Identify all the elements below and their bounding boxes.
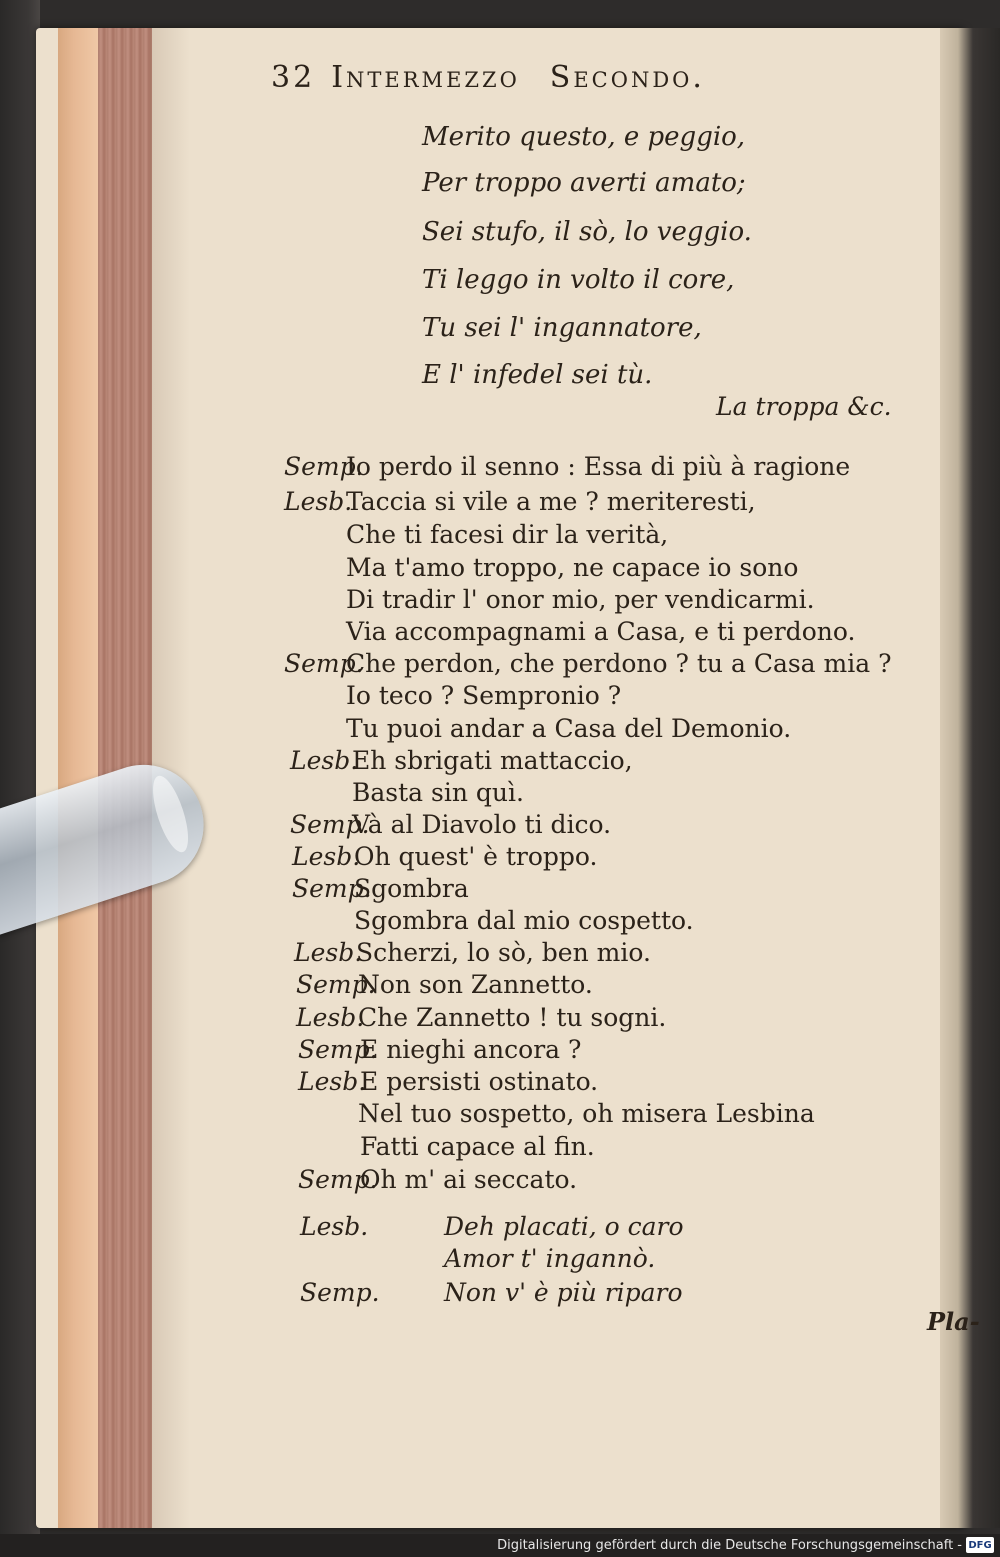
dialogue-line: Via accompagnami a Casa, e ti perdono. [346,617,856,646]
speaker-name: Lesb. [292,842,361,871]
funding-credit: Digitalisierung gefördert durch die Deutsche Forschungsgemeinschaft - [497,1538,962,1553]
dialogue-line [298,1165,577,1194]
dialogue-line: Che ti facesi dir la verità, [346,520,669,549]
dialogue-line [294,938,651,967]
verse-line: Ti leggo in volto il core, [422,265,735,295]
dfg-logo-icon: DFG [966,1537,994,1553]
dialogue-line: Sgombra dal mio cospetto. [354,906,694,935]
speaker-name: Semp. [298,1035,378,1064]
verse-line: Sei stufo, il sò, lo veggio. [422,217,752,247]
dialogue-text: Che perdon, che perdono ? tu a Casa mia ? [346,649,892,678]
verse-line: Per troppo averti amato; [422,168,746,198]
dialogue-line [292,842,598,871]
dialogue-line: Io teco ? Sempronio ? [346,681,622,710]
dialogue-text: Và al Diavolo ti dico. [352,810,612,839]
verse-line: Tu sei l' ingannatore, [422,313,702,343]
dialogue-line: Tu puoi andar a Casa del Demonio. [346,714,792,743]
dialogue-line: Basta sin quì. [352,778,524,807]
dialogue-text: Oh quest' è troppo. [354,842,598,871]
speaker-name: Semp. [284,649,364,678]
dialogue-line [296,970,593,999]
speaker-name: Lesb. [298,1067,367,1096]
speaker-name: Semp. [296,970,376,999]
duet-line: Deh placati, o caro [444,1212,684,1241]
verse-line: E l' infedel sei tù. [422,360,653,390]
speaker-name: Semp. [290,810,370,839]
dialogue-text: Sgombra [354,874,469,903]
digitization-footer [0,1534,1000,1557]
verse-line: Merito questo, e peggio, [422,122,746,152]
dialogue-text: Che Zannetto ! tu sogni. [358,1003,667,1032]
duet-line: Non v' è più riparo [444,1278,683,1307]
dialogue-text: Taccia si vile a me ? meriteresti, [346,487,756,516]
book-cover-left [0,0,40,1557]
dialogue-text: E persisti ostinato. [360,1067,599,1096]
dialogue-text: Oh m' ai seccato. [360,1165,578,1194]
dialogue-line [298,1067,598,1096]
duet-speaker: Semp. [300,1278,380,1307]
dialogue-line [284,649,891,678]
dialogue-text: Non son Zannetto. [358,970,593,999]
dialogue-line [284,487,756,516]
speaker-name: Semp. [298,1165,378,1194]
dialogue-line: Di tradir l' onor mio, per vendicarmi. [346,585,815,614]
dialogue-text: Io perdo il senno : Essa di più à ragione [346,452,851,481]
dialogue-text: Eh sbrigati mattaccio, [352,746,633,775]
catchword: Pla- [927,1307,980,1336]
dialogue-line: Nel tuo sospetto, oh misera Lesbina [358,1099,815,1128]
dialogue-text: E nieghi ancora ? [360,1035,582,1064]
speaker-name: Lesb. [290,746,359,775]
speaker-name: Semp. [284,452,364,481]
dialogue-text: Scherzi, lo sò, ben mio. [356,938,651,967]
dialogue-line [296,1003,666,1032]
dialogue-line: Ma t'amo troppo, ne capace io sono [346,553,799,582]
dialogue-line [290,810,611,839]
speaker-name: Lesb. [296,1003,365,1032]
dialogue-line [298,1035,581,1064]
page-right-edge [940,28,1000,1528]
duet-line: Amor t' ingannò. [444,1244,656,1273]
dialogue-line [290,746,633,775]
header-title-1: Intermezzo [331,60,520,95]
dialogue-line [292,874,469,903]
refrain-cue: La troppa &c. [716,392,892,421]
header-title-2: Secondo. [549,60,705,95]
dialogue-line [284,452,850,481]
speaker-name: Lesb. [294,938,363,967]
duet-speaker: Lesb. [300,1212,369,1241]
speaker-name: Lesb. [284,487,353,516]
speaker-name: Semp. [292,874,372,903]
dialogue-line: Fatti capace al fin. [360,1132,595,1161]
running-header [271,60,705,95]
page-number: 32 [271,60,316,95]
